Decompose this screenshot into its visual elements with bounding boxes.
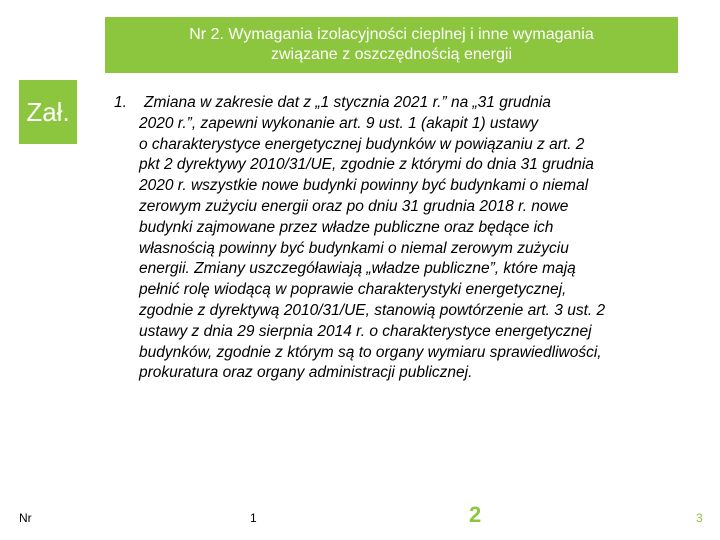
body-line-13: budynków, zgodnie z którym są to organy wymiaru sprawiedliwości, [139, 343, 602, 361]
body-line-12: ustawy z dnia 29 sierpnia 2014 r. o charakterystyce energetycznej [139, 322, 592, 340]
body-line-4: pkt 2 dyrektywy 2010/31/UE, zgodnie z którymi do dnia 31 grudnia [139, 156, 594, 174]
body-line-14: prokuratura oraz organy administracji publicznej. [139, 364, 473, 382]
side-label-box [19, 80, 77, 144]
body-line-2: 2020 r.”, zapewni wykonanie art. 9 ust. 1 (akapit 1) ustawy [139, 114, 539, 132]
slide-title-line-1: Nr 2. Wymagania izolacyjności cieplnej i inne wymagania [189, 26, 594, 43]
body-text [114, 93, 694, 384]
footer-page-1: 1 [250, 511, 257, 525]
body-line-1-text: Zmiana w zakresie dat z „1 stycznia 2021 r.” na „31 grudnia [144, 94, 551, 111]
slide-title-line-2: związane z oszczędnością energii [270, 46, 512, 63]
body-line-1 [114, 93, 694, 114]
body-line-11: zgodnie z dyrektywą 2010/31/UE, stanowią powtórzenie art. 3 ust. 2 [139, 301, 606, 319]
body-line-6: zerowym zużyciu energii oraz po dniu 31 grudnia 2018 r. nowe [139, 197, 569, 215]
body-line-8: własnością powinny być budynkami o niemal zerowym zużyciu [139, 239, 569, 257]
item-number: 1. [114, 94, 127, 111]
body-line-10: pełnić rolę wiodącą w poprawie charakterystyki energetycznej, [139, 281, 567, 299]
footer-page-3: 3 [696, 511, 703, 525]
footer-page-2: 2 [469, 502, 482, 527]
footer-left-label: Nr [19, 511, 32, 525]
body-line-9: energii. Zmiany uszczegóławiają „władze publiczne”, które mają [139, 260, 576, 278]
slide-title-box [105, 17, 678, 73]
body-line-7: budynki zajmowane przez władze publiczne oraz będące ich [139, 218, 554, 236]
body-line-3: o charakterystyce energetycznej budynków w powiązaniu z art. 2 [139, 135, 585, 153]
side-label: Zał. [26, 97, 70, 127]
body-line-5: 2020 r. wszystkie nowe budynki powinny być budynkami o niemal [139, 177, 589, 195]
